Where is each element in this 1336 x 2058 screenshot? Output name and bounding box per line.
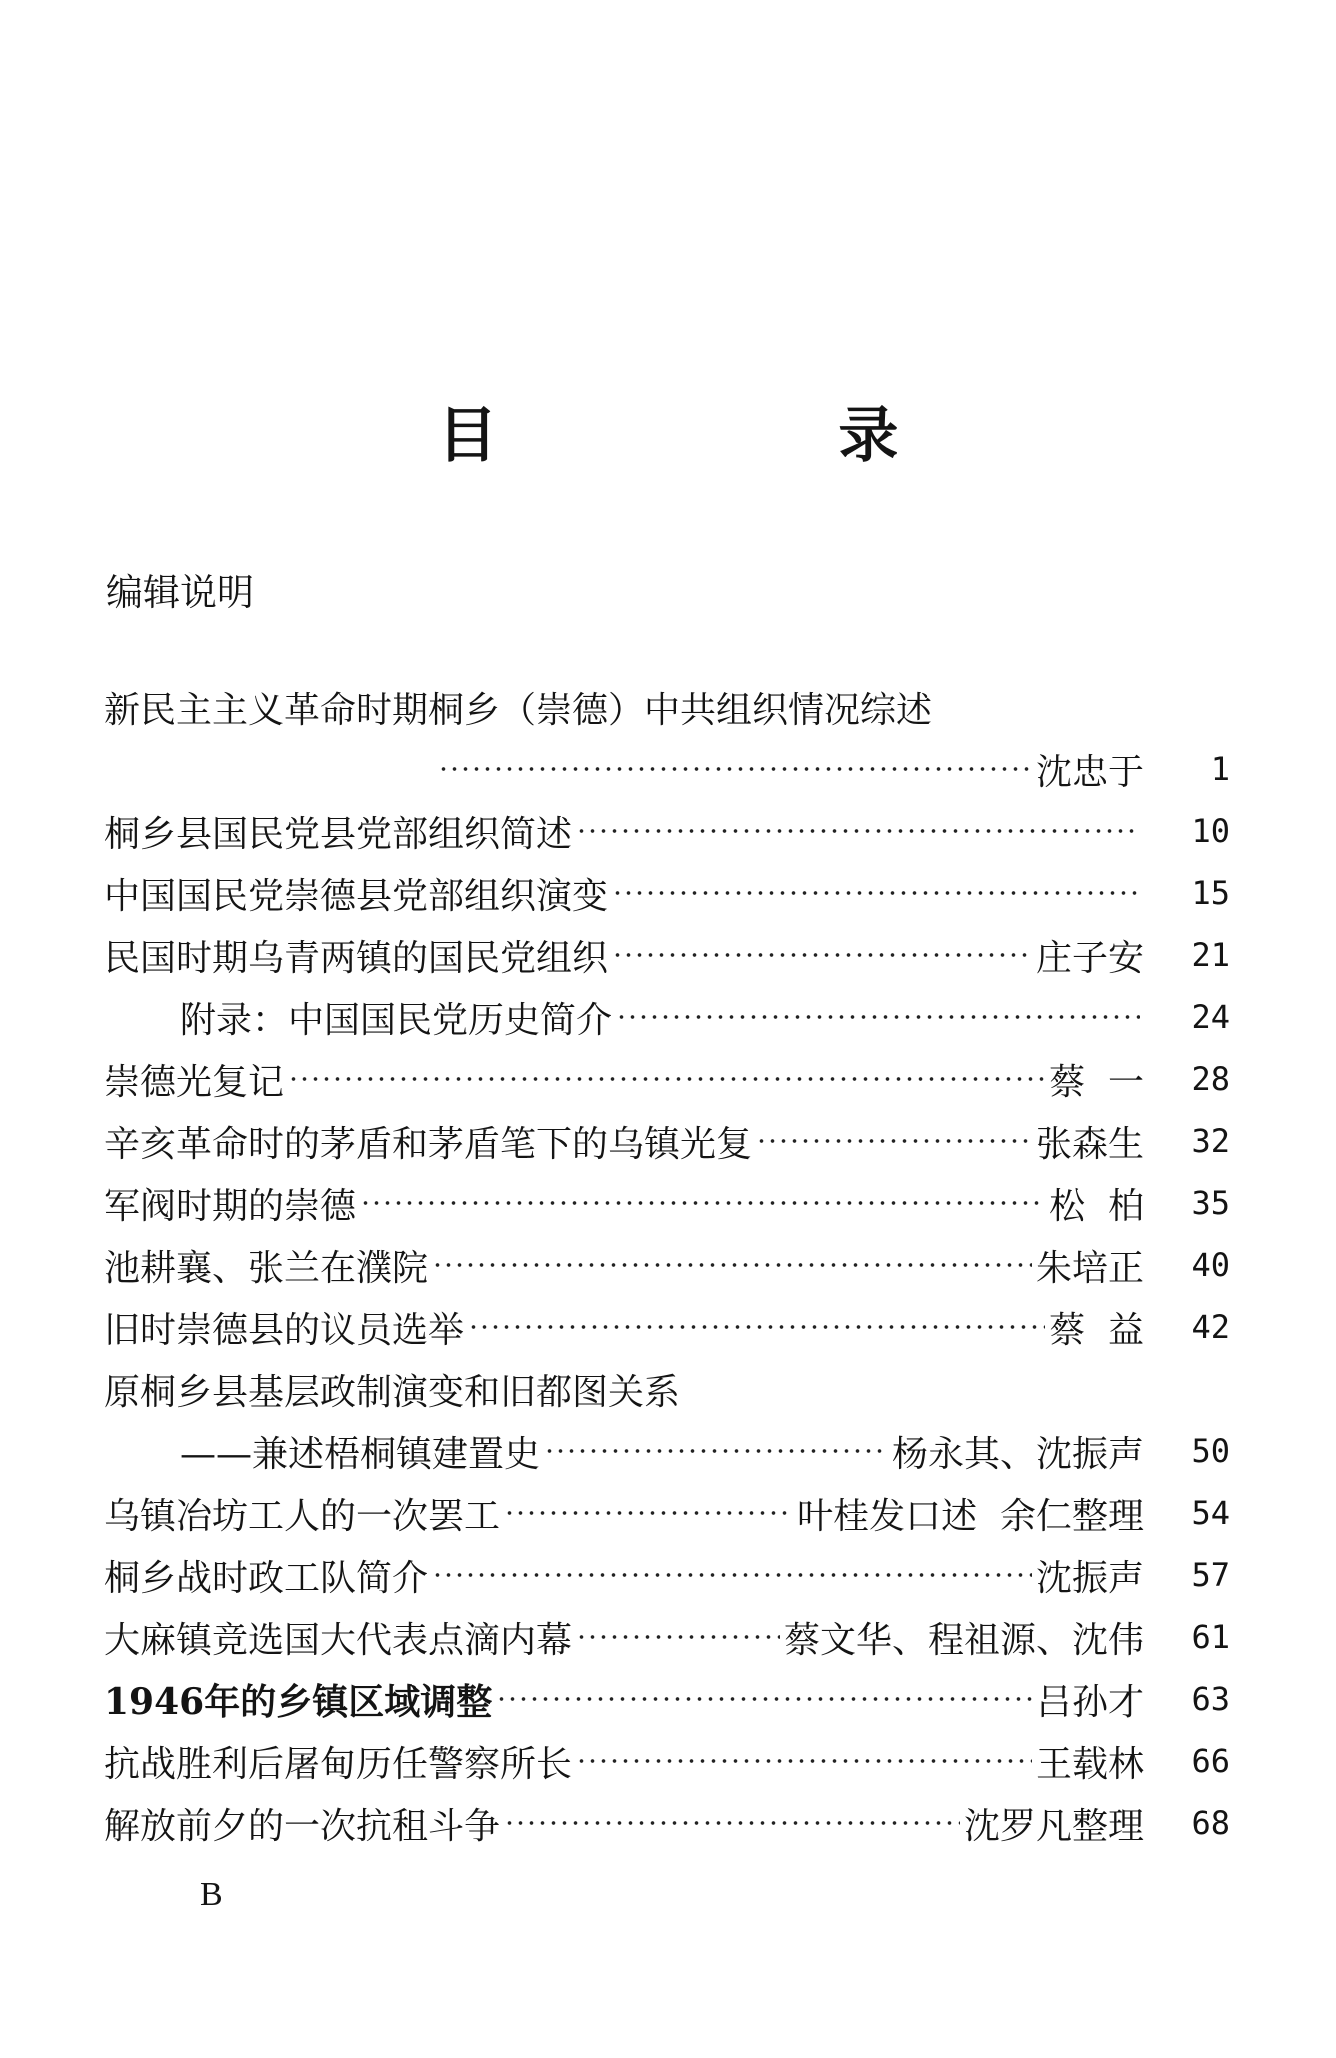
toc-entry-page: 28 xyxy=(1191,1060,1230,1098)
toc-entry xyxy=(104,676,1230,738)
dot-leader xyxy=(438,764,1032,774)
toc-entry-author: 沈忠于 xyxy=(1035,751,1144,793)
toc-entry-title: 1946年的乡镇区域调整 xyxy=(104,1680,493,1723)
toc-entry-page: 24 xyxy=(1191,998,1230,1036)
toc-entry-title: 抗战胜利后屠甸历任警察所长 xyxy=(104,1743,573,1785)
toc-entry-subtitle: ——兼述梧桐镇建置史 xyxy=(180,1433,541,1475)
toc-entry-author: 松 柏 xyxy=(1049,1185,1144,1227)
dot-leader xyxy=(432,1260,1032,1270)
toc-entry-author: 吕孙才 xyxy=(1035,1681,1144,1723)
toc-entry-title: 桐乡县国民党县党部组织简述 xyxy=(104,813,573,855)
toc-entry-page: 50 xyxy=(1191,1432,1230,1470)
dot-leader xyxy=(504,1508,793,1518)
dot-leader xyxy=(616,1012,1140,1022)
toc-entry-author: 庄子安 xyxy=(1035,937,1144,979)
toc-entry-title: 原桐乡县基层政制演变和旧都图关系 xyxy=(104,1371,681,1413)
toc-entry-page: 40 xyxy=(1191,1246,1230,1284)
toc-entry-title: 中国国民党崇德县党部组织演变 xyxy=(104,875,609,917)
toc-entry xyxy=(104,1048,1230,1110)
page-title: 目 录 xyxy=(437,401,1059,471)
toc-entry xyxy=(104,1110,1230,1172)
toc-entry-title: 解放前夕的一次抗租斗争 xyxy=(104,1805,501,1847)
toc-entry xyxy=(104,800,1230,862)
toc-entry xyxy=(104,862,1230,924)
toc-entry-page: 57 xyxy=(1191,1556,1230,1594)
dot-leader xyxy=(468,1322,1045,1332)
toc-entry-author: 朱培正 xyxy=(1035,1247,1144,1289)
toc-entry xyxy=(104,1730,1230,1792)
toc-entry xyxy=(104,1234,1230,1296)
toc-entry-page: 63 xyxy=(1191,1680,1230,1718)
toc-entry xyxy=(104,1544,1230,1606)
toc-entry-author: 杨永其、沈振声 xyxy=(891,1433,1144,1475)
toc-entry-page: 54 xyxy=(1191,1494,1230,1532)
toc-entry xyxy=(104,1296,1230,1358)
toc-entry xyxy=(104,1668,1230,1730)
toc-entry xyxy=(104,986,1230,1048)
toc-entry-title: 辛亥革命时的茅盾和茅盾笔下的乌镇光复 xyxy=(104,1123,753,1165)
toc-entry-page: 68 xyxy=(1191,1804,1230,1842)
toc-entry-author: 蔡文华、程祖源、沈伟 xyxy=(783,1619,1144,1661)
toc-entry xyxy=(104,1358,1230,1420)
dot-leader xyxy=(288,1074,1045,1084)
toc-entry-title: 崇德光复记 xyxy=(104,1061,285,1103)
toc-entry-page: 32 xyxy=(1191,1122,1230,1160)
toc-entry-title: 民国时期乌青两镇的国民党组织 xyxy=(104,937,609,979)
page-footer-mark: B xyxy=(200,1876,223,1913)
dot-leader xyxy=(756,1136,1032,1146)
toc-entry-page: 15 xyxy=(1191,874,1230,912)
toc-entry-title: 军阀时期的崇德 xyxy=(104,1185,357,1227)
toc-entry-author: 王载林 xyxy=(1035,1743,1144,1785)
dot-leader xyxy=(612,950,1032,960)
toc-entry-page: 61 xyxy=(1191,1618,1230,1656)
dot-leader xyxy=(612,888,1140,898)
toc-entry-page: 1 xyxy=(1210,750,1230,788)
table-of-contents xyxy=(104,676,1230,1854)
toc-entry-author: 蔡 一 xyxy=(1049,1061,1144,1103)
toc-entry-author: 沈振声 xyxy=(1035,1557,1144,1599)
toc-entry-title: 大麻镇竞选国大代表点滴内幕 xyxy=(104,1619,573,1661)
editor-note-heading: 编辑说明 xyxy=(106,571,254,614)
dot-leader xyxy=(544,1446,888,1456)
toc-entry-author: 张森生 xyxy=(1035,1123,1144,1165)
toc-entry-author: 蔡 益 xyxy=(1049,1309,1144,1351)
toc-entry xyxy=(104,924,1230,986)
toc-entry-title: 旧时崇德县的议员选举 xyxy=(104,1309,465,1351)
dot-leader xyxy=(576,1632,780,1642)
toc-entry-title: 池耕襄、张兰在濮院 xyxy=(104,1247,429,1289)
toc-entry xyxy=(104,1172,1230,1234)
toc-entry-page: 10 xyxy=(1191,812,1230,850)
toc-entry-title: 新民主主义革命时期桐乡（崇德）中共组织情况综述 xyxy=(104,689,933,731)
toc-entry-author: 叶桂发口述 余仁整理 xyxy=(797,1495,1144,1537)
dot-leader xyxy=(432,1570,1032,1580)
toc-entry-title: 附录：中国国民党历史简介 xyxy=(180,999,613,1041)
dot-leader xyxy=(576,1756,1032,1766)
toc-entry-page: 35 xyxy=(1191,1184,1230,1222)
toc-entry xyxy=(104,1420,1230,1482)
dot-leader xyxy=(576,826,1140,836)
toc-entry-page: 66 xyxy=(1191,1742,1230,1780)
dot-leader xyxy=(504,1818,960,1828)
toc-entry xyxy=(104,1792,1230,1854)
toc-entry xyxy=(104,1606,1230,1668)
toc-entry-title: 桐乡战时政工队简介 xyxy=(104,1557,429,1599)
toc-entry xyxy=(104,1482,1230,1544)
toc-entry-page: 42 xyxy=(1191,1308,1230,1346)
toc-entry-title: 乌镇冶坊工人的一次罢工 xyxy=(104,1495,501,1537)
dot-leader xyxy=(496,1694,1032,1704)
toc-entry-page: 21 xyxy=(1191,936,1230,974)
toc-entry xyxy=(104,738,1230,800)
dot-leader xyxy=(360,1198,1045,1208)
toc-entry-author: 沈罗凡整理 xyxy=(963,1805,1144,1847)
